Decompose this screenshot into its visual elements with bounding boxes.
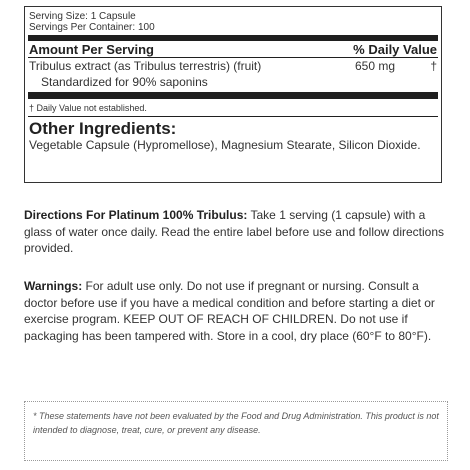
- daily-value-footnote: † Daily Value not established.: [29, 103, 147, 113]
- ingredient-daily-value: †: [430, 59, 437, 73]
- ingredient-row: [29, 58, 437, 73]
- warnings-text: For adult use only. Do not use if pregnant or nursing. Consult a doctor before use if you have a medical condition and before starting a diet or exercise program. KEEP OUT OF REACH OF CHILDREN. Do not use if packaging has been tampered with. Store in a cool, dry place (60°F to 80°F).: [24, 279, 435, 343]
- directions-text: Take 1 serving (1 capsule) with a glass of water once daily. Read the entire label before use and follow directions provided.: [24, 208, 445, 255]
- warnings-paragraph: [24, 278, 446, 344]
- other-ingredients-text: Vegetable Capsule (Hypromellose), Magnesium Stearate, Silicon Dioxide.: [29, 138, 421, 152]
- fda-disclaimer: * These statements have not been evaluated by the Food and Drug Administration. This product is not intended to diagnose, treat, cure, or prevent any disease.: [24, 401, 448, 461]
- directions-paragraph: [24, 207, 446, 257]
- daily-value-header: % Daily Value: [353, 42, 437, 57]
- serving-size: Serving Size: 1 Capsule: [29, 11, 136, 22]
- facts-header-row: [29, 41, 437, 57]
- supplement-facts-panel: [24, 6, 442, 183]
- servings-per-container: Servings Per Container: 100: [29, 22, 155, 33]
- amount-per-serving-header: Amount Per Serving: [29, 42, 154, 57]
- ingredient-name: Tribulus extract (as Tribulus terrestris) (fruit): [29, 59, 262, 73]
- other-ingredients-title: Other Ingredients:: [29, 119, 177, 138]
- bottom-divider: [28, 92, 438, 99]
- warnings-label: Warnings:: [24, 279, 83, 293]
- standardized-note: Standardized for 90% saponins: [41, 75, 208, 89]
- directions-label: Directions For Platinum 100% Tribulus:: [24, 208, 248, 222]
- ingredient-amount: 650 mg: [355, 59, 396, 73]
